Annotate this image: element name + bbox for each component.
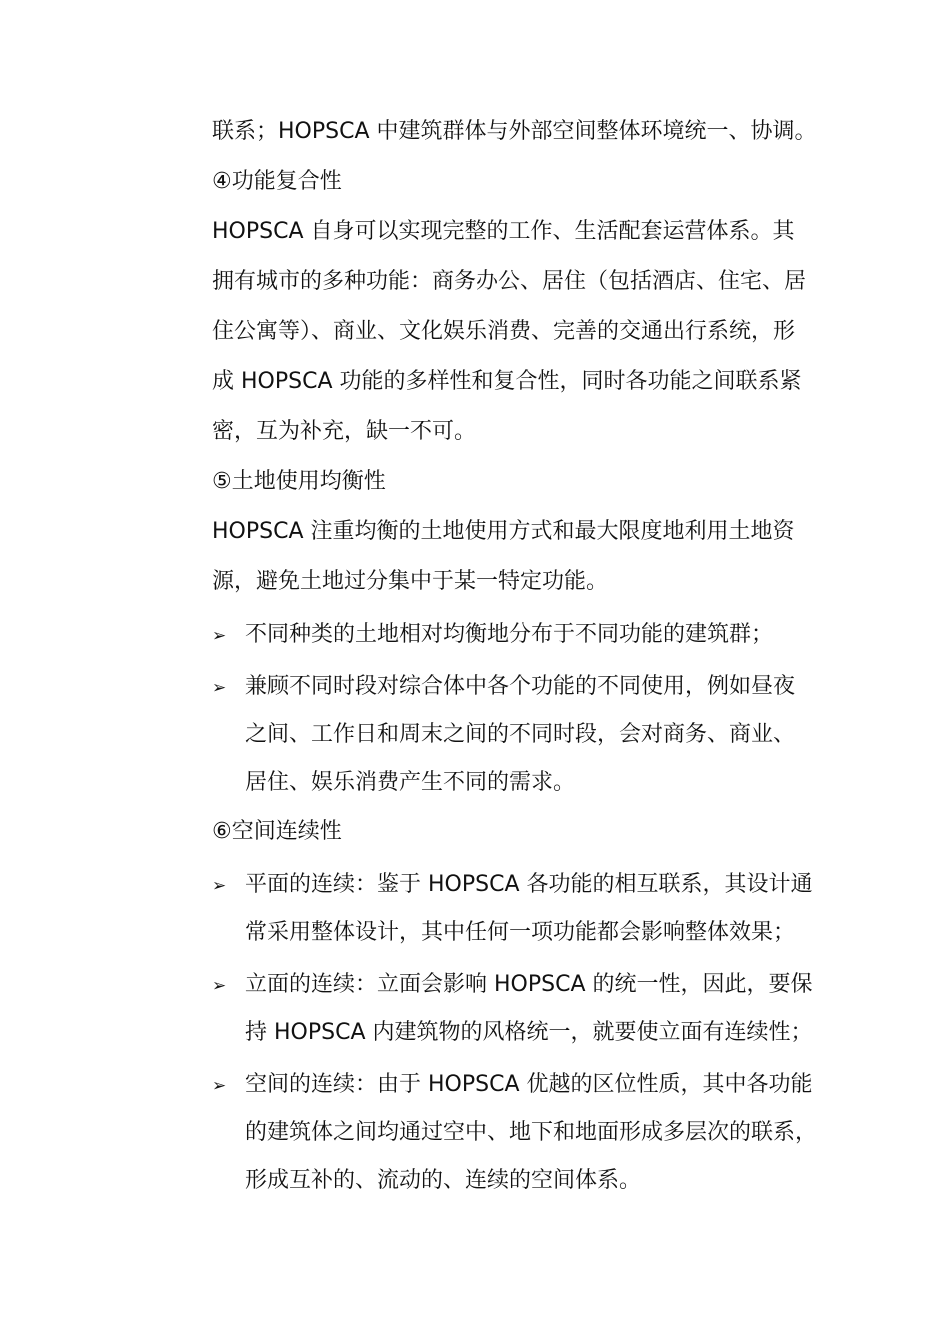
arrow-bullet-icon: ➢ [212, 1076, 227, 1096]
list-item [212, 861, 812, 957]
section4-line-3: 住公寓等）、商业、文化娱乐消费、完善的交通出行系统，形 [212, 319, 796, 344]
list-item [212, 1061, 818, 1205]
list-item [212, 663, 812, 807]
list-item [212, 611, 812, 659]
section4-line-5: 密，互为补充，缺一不可。 [212, 419, 477, 444]
arrow-bullet-icon: ➢ [212, 976, 227, 996]
bullet-line: 不同种类的土地相对均衡地分布于不同功能的建筑群； [245, 622, 774, 647]
section4-line-4: 成 HOPSCA 功能的多样性和复合性，同时各功能之间联系紧 [212, 369, 802, 394]
list-item [212, 961, 812, 1057]
bullet-line: 的建筑体之间均通过空中、地下和地面形成多层次的联系， [245, 1120, 818, 1145]
section4-line-2: 拥有城市的多种功能：商务办公、居住（包括酒店、住宅、居 [212, 269, 807, 294]
bullet-line: 立面的连续：立面会影响 HOPSCA 的统一性，因此，要保 [245, 972, 813, 997]
bullet-line: 平面的连续：鉴于 HOPSCA 各功能的相互联系，其设计通 [245, 872, 813, 897]
document-body [212, 107, 818, 1205]
bullet-line: 常采用整体设计，其中任何一项功能都会影响整体效果； [245, 920, 796, 945]
section-heading-4: ④功能复合性 [212, 169, 342, 194]
arrow-bullet-icon: ➢ [212, 626, 227, 646]
bullet-line: 居住、娱乐消费产生不同的需求。 [245, 770, 576, 795]
bullet-line: 空间的连续：由于 HOPSCA 优越的区位性质，其中各功能 [245, 1072, 813, 1097]
bullet-line: 形成互补的、流动的、连续的空间体系。 [245, 1168, 642, 1193]
section4-line-1: HOPSCA 自身可以实现完整的工作、生活配套运营体系。其 [212, 219, 795, 244]
intro-line-1: 联系；HOPSCA 中建筑群体与外部空间整体环境统一、协调。 [212, 119, 817, 144]
arrow-bullet-icon: ➢ [212, 678, 227, 698]
section-heading-6: ⑥空间连续性 [212, 819, 342, 844]
section5-line-1: HOPSCA 注重均衡的土地使用方式和最大限度地利用土地资 [212, 519, 795, 544]
bullet-line: 持 HOPSCA 内建筑物的风格统一，就要使立面有连续性； [245, 1020, 813, 1045]
bullet-line: 之间、工作日和周末之间的不同时段，会对商务、商业、 [245, 722, 796, 747]
arrow-bullet-icon: ➢ [212, 876, 227, 896]
bullet-line: 兼顾不同时段对综合体中各个功能的不同使用，例如昼夜 [245, 674, 796, 699]
section-heading-5: ⑤土地使用均衡性 [212, 469, 386, 494]
section5-line-2: 源，避免土地过分集中于某一特定功能。 [212, 569, 609, 594]
